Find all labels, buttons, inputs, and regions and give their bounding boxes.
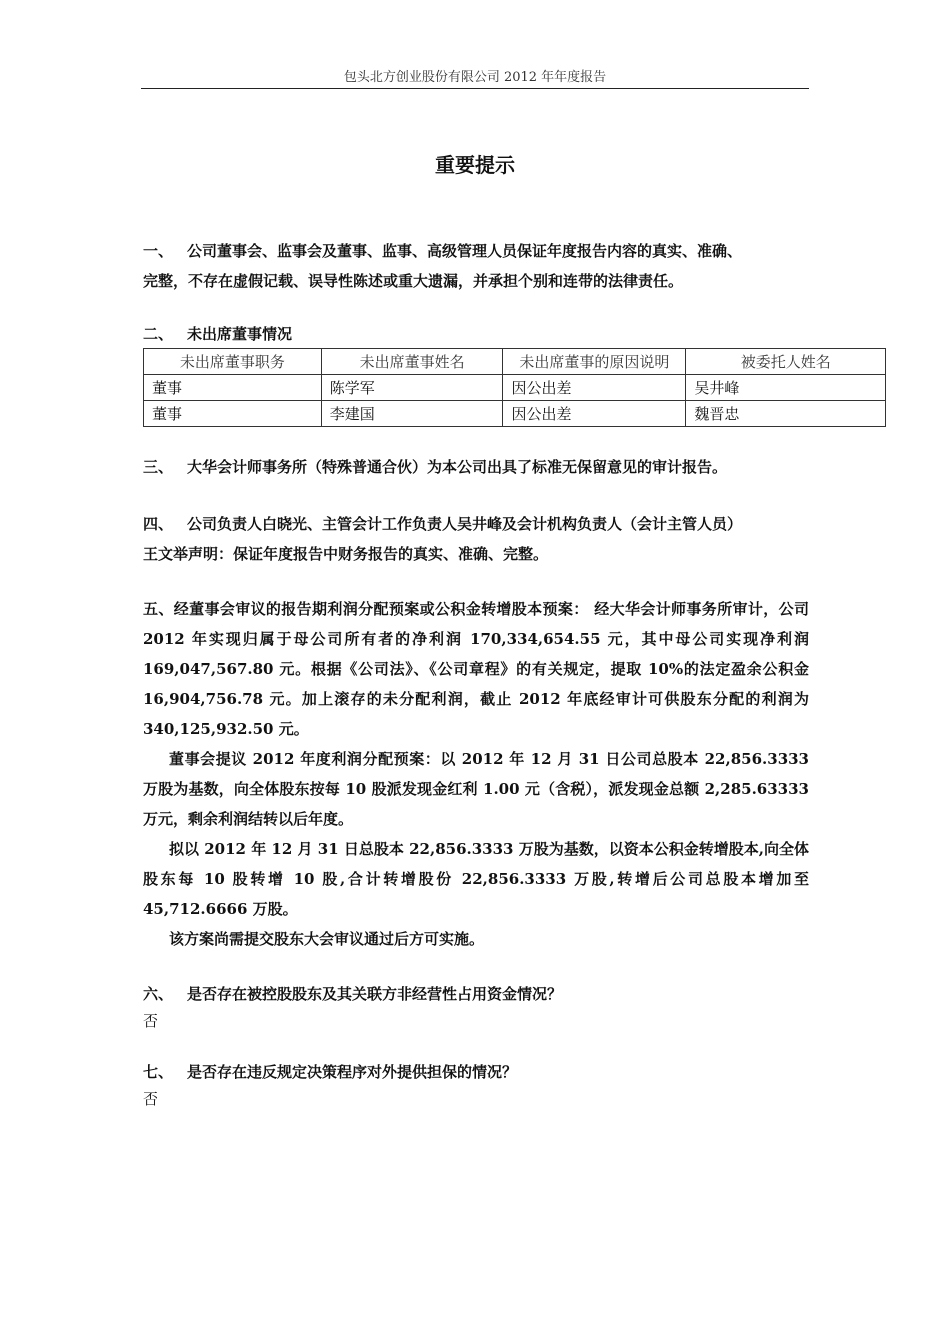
section-6-text: 是否存在被控股股东及其关联方非经营性占用资金情况？: [187, 985, 563, 1003]
table-row: [144, 401, 886, 427]
table-header-row: [144, 349, 886, 375]
section-2-text: 未出席董事情况: [187, 325, 293, 343]
header-divider: [141, 88, 809, 89]
section-3: [143, 452, 809, 482]
section-5-paragraph-4: 该方案尚需提交股东大会审议通过后方可实施。: [169, 930, 485, 948]
section-1-text-line2: 完整，不存在虚假记载、误导性陈述或重大遗漏，并承担个别和连带的法律责任。: [143, 272, 684, 290]
table-cell: 因公出差: [503, 401, 686, 427]
section-7-number: 七、: [143, 1063, 174, 1081]
page-header: 包头北方创业股份有限公司 2012 年年度报告: [343, 70, 607, 85]
section-1-text-line1: 公司董事会、监事会及董事、监事、高级管理人员保证年度报告内容的真实、准确、: [187, 242, 743, 260]
table-header-cell: 未出席董事职务: [144, 349, 322, 375]
table-header-cell: 未出席董事姓名: [321, 349, 503, 375]
section-5: [143, 594, 809, 954]
section-5-paragraph-2: 董事会提议 2012 年度利润分配预案：以 2012 年 12 月 31 日公司总股本 22,856.3333 万股为基数，向全体股东按每 10 股派发现金红利 1.00 元（含税），派发现金总额 2,285.63333 万元，剩余利润结转以后年度。: [143, 750, 809, 828]
section-4-text-line1: 公司负责人白晓光、主管会计工作负责人吴井峰及会计机构负责人（会计主管人员）: [187, 515, 743, 533]
section-2-heading: [143, 319, 809, 349]
table-cell: 因公出差: [503, 375, 686, 401]
table-header-cell: 未出席董事的原因说明: [503, 349, 686, 375]
section-6-answer: 否: [143, 1012, 159, 1030]
section-4-number: 四、: [143, 515, 174, 533]
section-5-paragraph-1: 五、经董事会审议的报告期利润分配预案或公积金转增股本预案： 经大华会计师事务所审计，公司 2012 年实现归属于母公司所有者的净利润 170,334,654.55 元，其中母公司实现净利润 169,047,567.80 元。根据《公司法》、《公司章程》的有关规定，提取 10%的法定盈余公积金 16,904,756.78 元。加上滚存的未分配利润，截止 2012 年底经审计可供股东分配的利润为 340,125,932.50 元。: [143, 600, 809, 738]
section-1: [143, 236, 809, 296]
section-7: [143, 1057, 809, 1087]
table-header-cell: 被委托人姓名: [686, 349, 886, 375]
table-cell: 董事: [144, 401, 322, 427]
table-cell: 吴井峰: [686, 375, 886, 401]
page-title: 重要提示: [435, 153, 515, 177]
section-7-text: 是否存在违反规定决策程序对外提供担保的情况？: [187, 1063, 518, 1081]
section-6-number: 六、: [143, 985, 174, 1003]
section-3-text: 大华会计师事务所（特殊普通合伙）为本公司出具了标准无保留意见的审计报告。: [187, 458, 728, 476]
section-6: [143, 979, 809, 1009]
table-cell: 李建国: [321, 401, 503, 427]
section-3-number: 三、: [143, 458, 174, 476]
section-2-number: 二、: [143, 325, 174, 343]
section-4-text-line2: 王文举声明：保证年度报告中财务报告的真实、准确、完整。: [143, 545, 549, 563]
section-7-answer: 否: [143, 1090, 159, 1108]
table-cell: 陈学军: [321, 375, 503, 401]
table-row: [144, 375, 886, 401]
section-1-number: 一、: [143, 242, 174, 260]
section-5-paragraph-3: 拟以 2012 年 12 月 31 日总股本 22,856.3333 万股为基数，以资本公积金转增股本,向全体股东每 10 股转增 10 股,合计转增股份 22,856.3333 万股,转增后公司总股本增加至 45,712.6666 万股。: [143, 840, 809, 918]
table-cell: 董事: [144, 375, 322, 401]
absent-directors-table: [143, 348, 886, 427]
section-4: [143, 509, 809, 569]
table-cell: 魏晋忠: [686, 401, 886, 427]
